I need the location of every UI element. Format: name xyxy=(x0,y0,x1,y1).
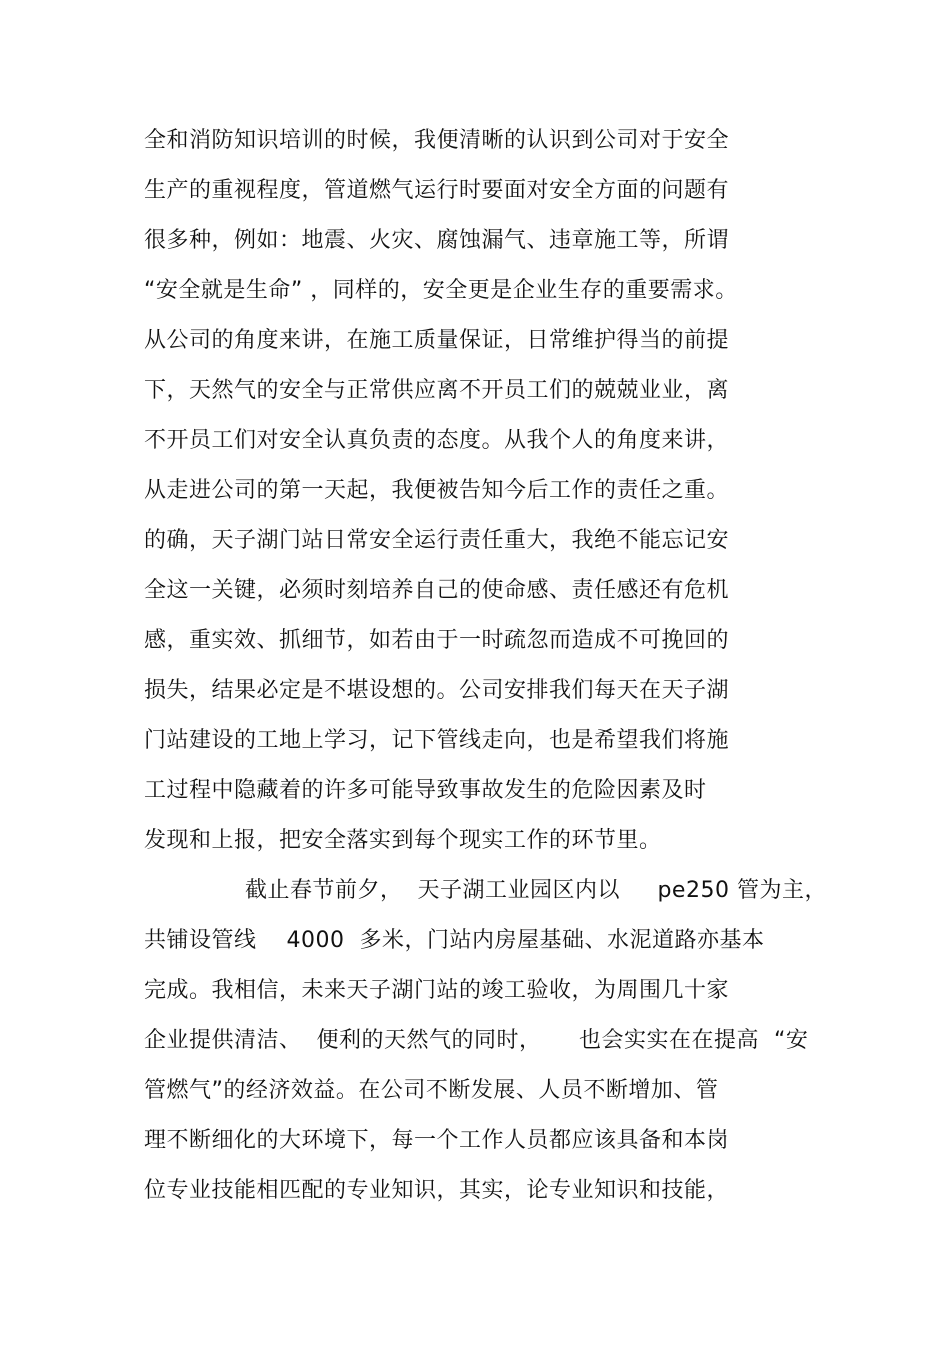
text-line: 不开员工们对安全认真负责的态度。从我个人的角度来讲， xyxy=(144,428,730,453)
text-line: 损失，结果必定是不堪设想的。公司安排我们每天在天子湖 xyxy=(144,678,730,703)
text-line: 完成。我相信，未来天子湖门站的竣工验收，为周围几十家 xyxy=(144,978,730,1003)
text-line: 截止春节前夕， 天子湖工业园区内以 pe250 管为主， xyxy=(245,878,827,903)
text-line: 的确，天子湖门站日常安全运行责任重大，我绝不能忘记安 xyxy=(144,528,730,553)
text-line: 门站建设的工地上学习，记下管线走向，也是希望我们将施 xyxy=(144,728,730,753)
text-line: 很多种，例如：地震、火灾、腐蚀漏气、违章施工等，所谓 xyxy=(144,228,730,253)
text-line: 管燃气”的经济效益。在公司不断发展、人员不断增加、管 xyxy=(144,1078,719,1103)
text-line: 共铺设管线 4000 多米，门站内房屋基础、水泥道路亦基本 xyxy=(144,928,765,953)
text-line: 工过程中隐藏着的许多可能导致事故发生的危险因素及时 xyxy=(144,778,707,803)
text-line: 企业提供清洁、 便利的天然气的同时， 也会实实在在提高 “安 xyxy=(144,1028,809,1053)
text-line: 全和消防知识培训的时候，我便清晰的认识到公司对于安全 xyxy=(144,128,730,153)
text-line: 理不断细化的大环境下，每一个工作人员都应该具备和本岗 xyxy=(144,1128,730,1153)
text-line: 从走进公司的第一天起，我便被告知今后工作的责任之重。 xyxy=(144,478,730,503)
text-line: 位专业技能相匹配的专业知识，其实，论专业知识和技能， xyxy=(144,1178,730,1203)
text-line: 全这一关键，必须时刻培养自己的使命感、责任感还有危机 xyxy=(144,578,730,603)
text-line: “安全就是生命” ，同样的，安全更是企业生存的重要需求。 xyxy=(144,278,738,303)
text-line: 发现和上报，把安全落实到每个现实工作的环节里。 xyxy=(144,828,662,853)
text-line: 感，重实效、抓细节，如若由于一时疏忽而造成不可挽回的 xyxy=(144,628,730,653)
text-line: 下，天然气的安全与正常供应离不开员工们的兢兢业业，离 xyxy=(144,378,730,403)
text-line: 从公司的角度来讲，在施工质量保证，日常维护得当的前提 xyxy=(144,328,730,353)
text-line: 生产的重视程度，管道燃气运行时要面对安全方面的问题有 xyxy=(144,178,730,203)
